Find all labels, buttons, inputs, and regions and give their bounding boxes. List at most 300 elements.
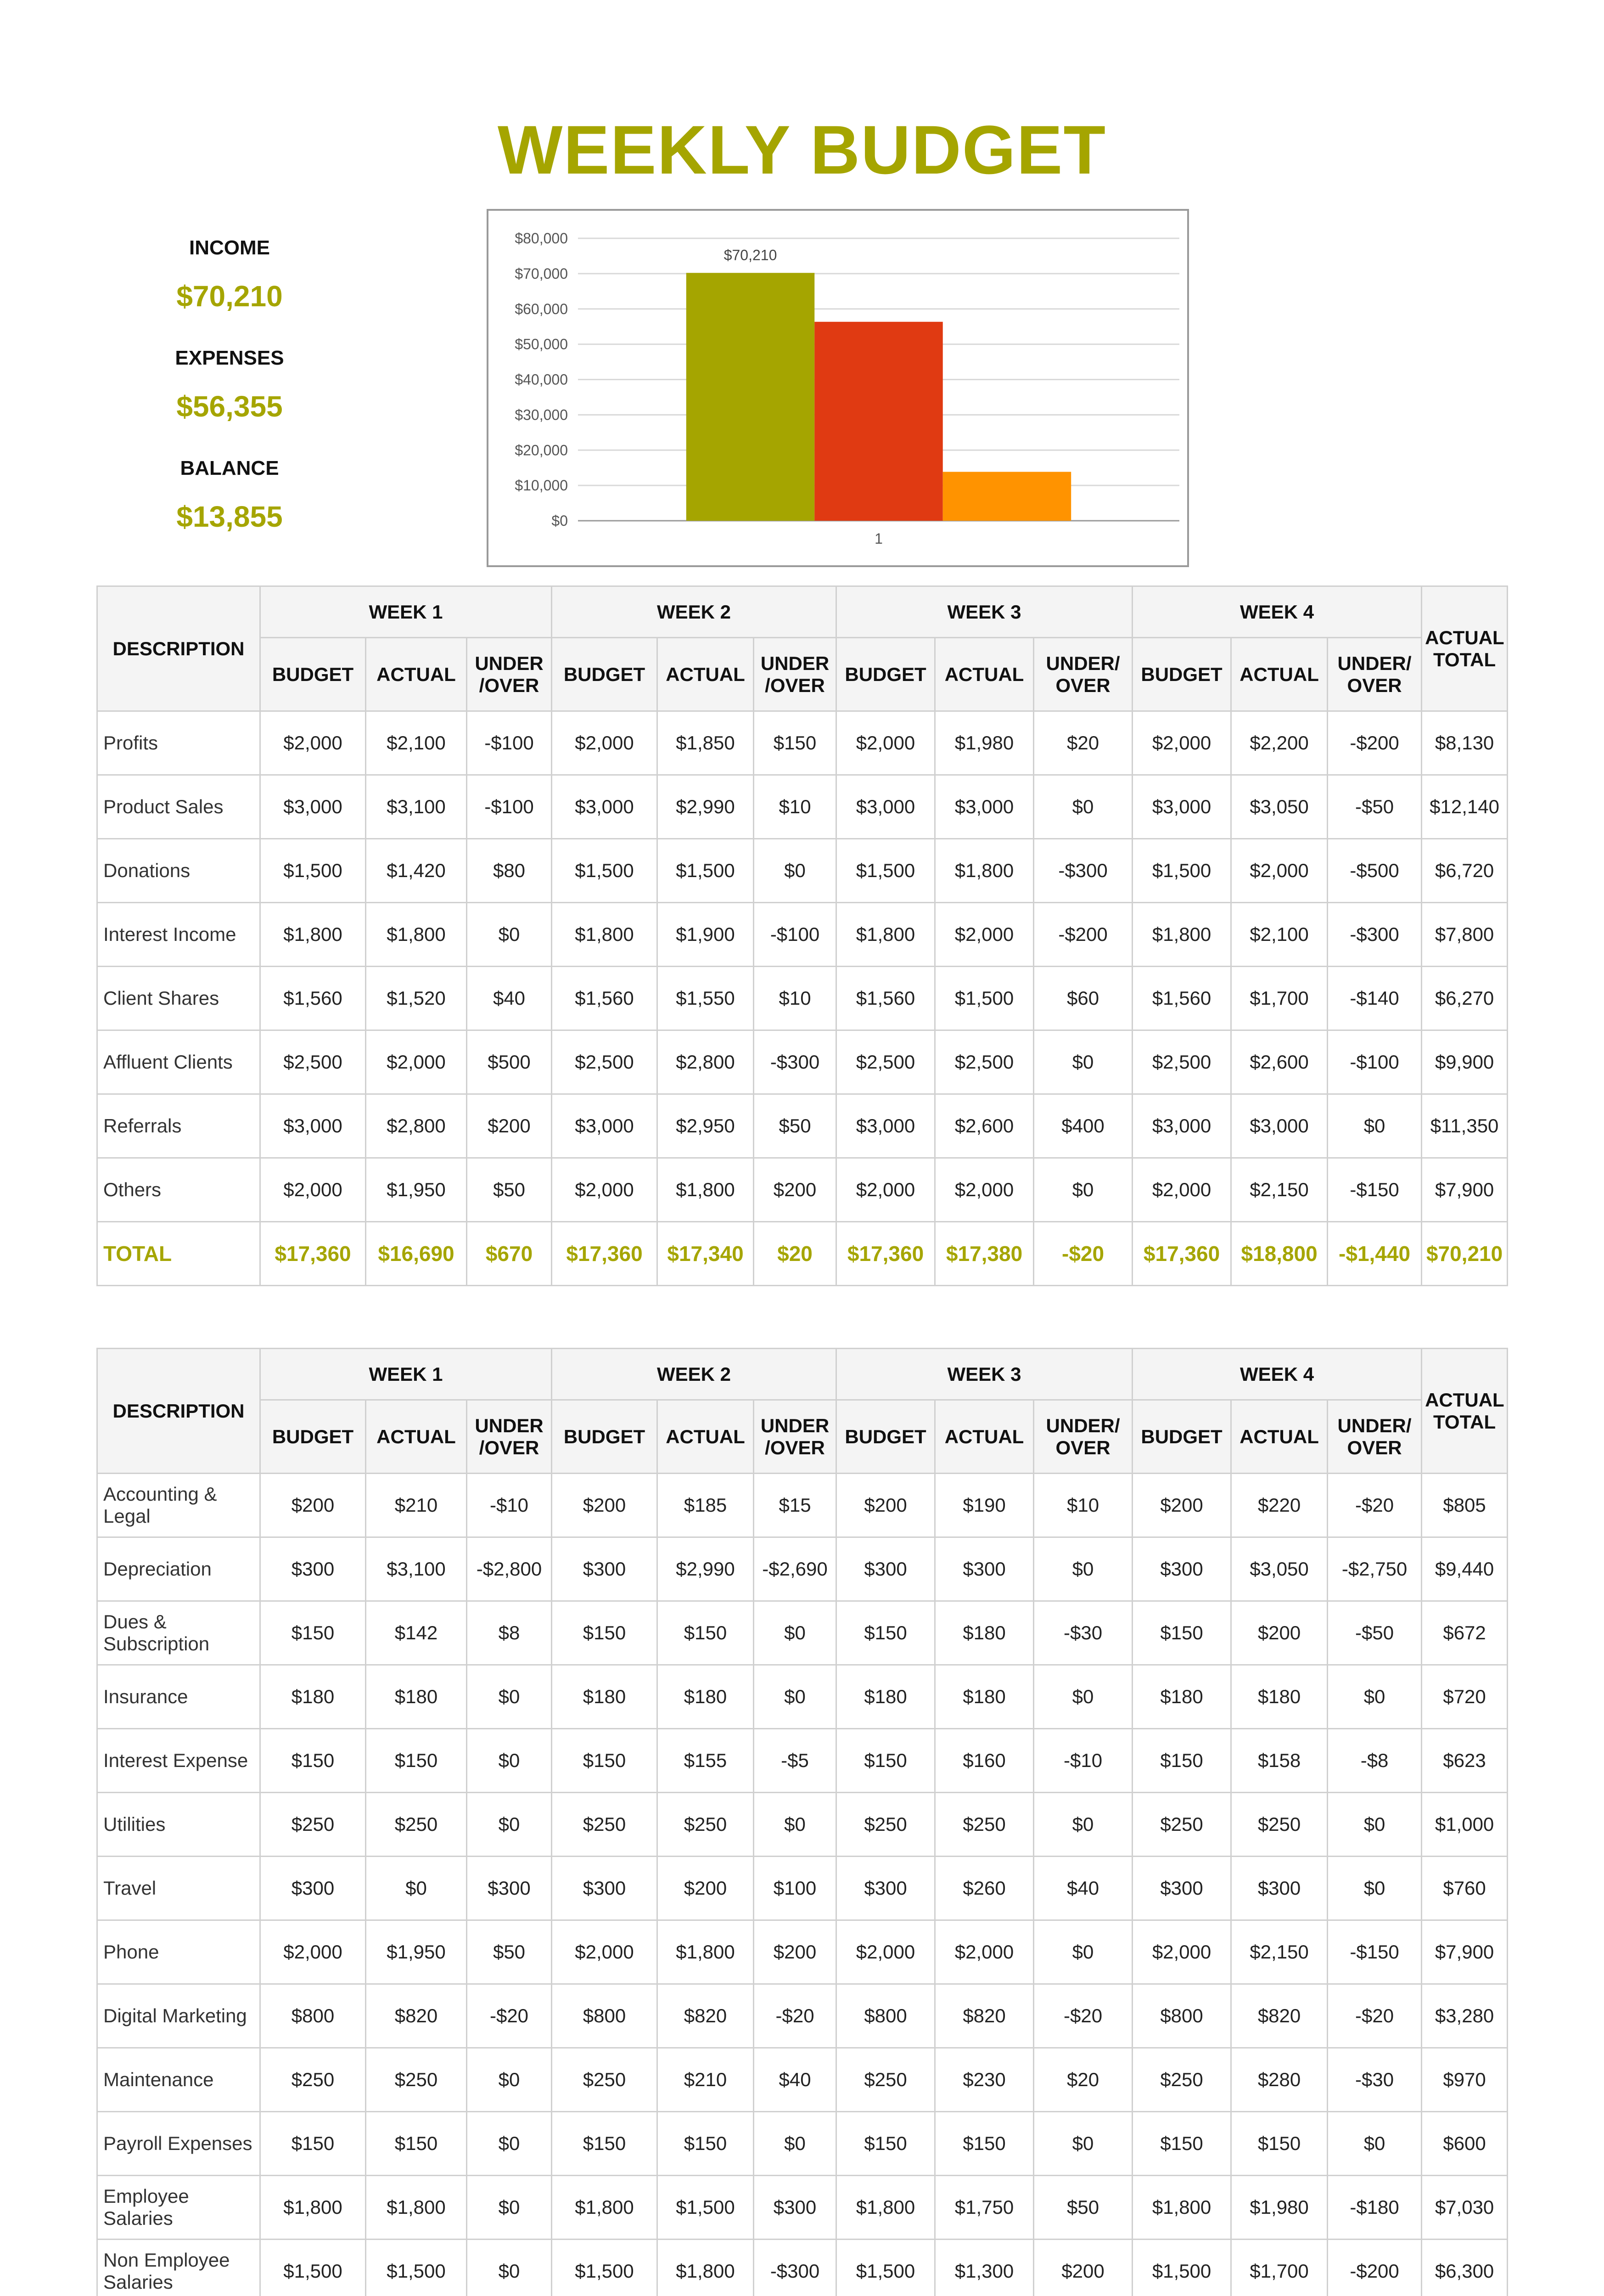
y-tick-label: $0	[551, 512, 568, 529]
budget-header: BUDGET	[1133, 1400, 1231, 1474]
amount-cell: $250	[260, 2048, 366, 2112]
week4-header: WEEK 4	[1133, 586, 1422, 638]
amount-cell: $250	[1231, 1793, 1328, 1857]
amount-cell: $820	[366, 1984, 467, 2048]
amount-cell: -$20	[754, 1984, 836, 2048]
y-tick-label: $80,000	[515, 230, 568, 247]
amount-cell: $40	[467, 967, 552, 1030]
table-row	[97, 1920, 1508, 1984]
amount-cell: $2,990	[657, 1537, 754, 1601]
amount-cell: $1,500	[552, 2240, 657, 2296]
amount-cell: $1,500	[260, 839, 366, 903]
amount-cell: $2,000	[260, 1158, 366, 1222]
actual-total-cell: $623	[1422, 1729, 1508, 1793]
table-row	[97, 2112, 1508, 2176]
amount-cell: -$100	[1328, 1030, 1422, 1094]
income-label: INCOME	[189, 236, 270, 259]
amount-cell: $300	[836, 1857, 935, 1920]
amount-cell: $150	[552, 1729, 657, 1793]
table-row	[97, 1474, 1508, 1537]
amount-cell: $10	[1034, 1474, 1133, 1537]
amount-cell: $1,500	[657, 2176, 754, 2240]
amount-cell: $200	[657, 1857, 754, 1920]
amount-cell: $17,340	[657, 1222, 754, 1286]
amount-cell: $820	[657, 1984, 754, 2048]
amount-cell: $3,100	[366, 1537, 467, 1601]
budget-header: BUDGET	[836, 1400, 935, 1474]
bar	[943, 472, 1071, 521]
amount-cell: $1,500	[836, 2240, 935, 2296]
amount-cell: $2,000	[836, 1920, 935, 1984]
income-table-body	[97, 711, 1508, 1286]
amount-cell: $3,000	[552, 1094, 657, 1158]
amount-cell: $0	[1328, 2112, 1422, 2176]
under-over-header: UNDER/ OVER	[1328, 1400, 1422, 1474]
amount-cell: $80	[467, 839, 552, 903]
amount-cell: $17,380	[935, 1222, 1034, 1286]
row-description: Payroll Expenses	[97, 2112, 260, 2176]
amount-cell: $0	[754, 2112, 836, 2176]
amount-cell: $2,200	[1231, 711, 1328, 775]
amount-cell: $1,800	[1133, 903, 1231, 967]
amount-cell: $2,950	[657, 1094, 754, 1158]
amount-cell: $0	[754, 1665, 836, 1729]
amount-cell: $1,560	[260, 967, 366, 1030]
amount-cell: $0	[754, 1793, 836, 1857]
row-description: Dues & Subscription	[97, 1601, 260, 1665]
amount-cell: $1,980	[1231, 2176, 1328, 2240]
actual-total-cell: $7,030	[1422, 2176, 1508, 2240]
amount-cell: $2,600	[1231, 1030, 1328, 1094]
amount-cell: -$50	[1328, 1601, 1422, 1665]
amount-cell: -$20	[1034, 1984, 1133, 2048]
amount-cell: -$30	[1034, 1601, 1133, 1665]
amount-cell: $180	[935, 1665, 1034, 1729]
amount-cell: $200	[1034, 2240, 1133, 2296]
actual-total-cell: $70,210	[1422, 1222, 1508, 1286]
amount-cell: $3,000	[836, 1094, 935, 1158]
amount-cell: $50	[467, 1920, 552, 1984]
row-description: Product Sales	[97, 775, 260, 839]
amount-cell: $670	[467, 1222, 552, 1286]
amount-cell: $2,800	[366, 1094, 467, 1158]
actual-total-cell: $3,280	[1422, 1984, 1508, 2048]
amount-cell: $1,560	[1133, 967, 1231, 1030]
amount-cell: $180	[1133, 1665, 1231, 1729]
amount-cell: -$100	[754, 903, 836, 967]
amount-cell: $3,000	[260, 775, 366, 839]
budget-header: BUDGET	[836, 638, 935, 711]
amount-cell: $150	[1133, 2112, 1231, 2176]
amount-cell: $20	[1034, 711, 1133, 775]
amount-cell: $3,000	[552, 775, 657, 839]
amount-cell: -$5	[754, 1729, 836, 1793]
amount-cell: $50	[1034, 2176, 1133, 2240]
actual-total-cell: $8,130	[1422, 711, 1508, 775]
balance-value: $13,855	[176, 500, 283, 533]
actual-header: ACTUAL	[1231, 638, 1328, 711]
budget-chart	[487, 209, 1189, 567]
amount-cell: -$150	[1328, 1920, 1422, 1984]
week1-header: WEEK 1	[260, 586, 552, 638]
amount-cell: $0	[1034, 1793, 1133, 1857]
amount-cell: $1,500	[935, 967, 1034, 1030]
amount-cell: $2,000	[260, 1920, 366, 1984]
amount-cell: $300	[754, 2176, 836, 2240]
amount-cell: $1,560	[552, 967, 657, 1030]
amount-cell: $500	[467, 1030, 552, 1094]
amount-cell: $60	[1034, 967, 1133, 1030]
table-row	[97, 1665, 1508, 1729]
bar	[814, 322, 942, 521]
total-label: TOTAL	[97, 1222, 260, 1286]
amount-cell: $2,800	[657, 1030, 754, 1094]
amount-cell: $300	[260, 1857, 366, 1920]
amount-cell: $1,500	[260, 2240, 366, 2296]
amount-cell: $3,000	[260, 1094, 366, 1158]
table-row	[97, 1158, 1508, 1222]
actual-total-cell: $9,440	[1422, 1537, 1508, 1601]
amount-cell: $250	[657, 1793, 754, 1857]
amount-cell: -$100	[467, 711, 552, 775]
actual-total-cell: $970	[1422, 2048, 1508, 2112]
amount-cell: $1,500	[1133, 2240, 1231, 2296]
amount-cell: $800	[1133, 1984, 1231, 2048]
amount-cell: -$2,750	[1328, 1537, 1422, 1601]
row-description: Non Employee Salaries	[97, 2240, 260, 2296]
amount-cell: $300	[935, 1537, 1034, 1601]
row-description: Interest Expense	[97, 1729, 260, 1793]
amount-cell: $1,500	[836, 839, 935, 903]
y-tick-label: $20,000	[515, 442, 568, 459]
actual-total-cell: $7,900	[1422, 1920, 1508, 1984]
amount-cell: $1,980	[935, 711, 1034, 775]
table-row	[97, 2240, 1508, 2296]
under-over-header: UNDER /OVER	[467, 1400, 552, 1474]
budget-header: BUDGET	[260, 1400, 366, 1474]
amount-cell: $200	[552, 1474, 657, 1537]
amount-cell: $0	[1328, 1857, 1422, 1920]
amount-cell: $1,500	[657, 839, 754, 903]
amount-cell: $180	[260, 1665, 366, 1729]
page-title: WEEKLY BUDGET	[497, 111, 1107, 188]
amount-cell: $1,800	[836, 903, 935, 967]
amount-cell: -$180	[1328, 2176, 1422, 2240]
amount-cell: $260	[935, 1857, 1034, 1920]
amount-cell: $1,950	[366, 1920, 467, 1984]
actual-header: ACTUAL	[935, 1400, 1034, 1474]
amount-cell: $150	[836, 1729, 935, 1793]
amount-cell: -$2,800	[467, 1537, 552, 1601]
amount-cell: -$10	[467, 1474, 552, 1537]
amount-cell: $1,800	[657, 1158, 754, 1222]
amount-cell: $1,800	[552, 2176, 657, 2240]
amount-cell: $1,900	[657, 903, 754, 967]
actual-total-header: ACTUAL TOTAL	[1422, 1349, 1508, 1474]
amount-cell: $3,000	[836, 775, 935, 839]
amount-cell: -$200	[1328, 2240, 1422, 2296]
table-row	[97, 1601, 1508, 1665]
table-row	[97, 967, 1508, 1030]
expense-table-body	[97, 1474, 1508, 2296]
amount-cell: $250	[935, 1793, 1034, 1857]
amount-cell: $2,100	[366, 711, 467, 775]
row-description: Referrals	[97, 1094, 260, 1158]
data-label: $70,210	[723, 247, 777, 264]
amount-cell: $0	[1328, 1793, 1422, 1857]
amount-cell: $800	[552, 1984, 657, 2048]
amount-cell: $2,000	[552, 1920, 657, 1984]
row-description: Employee Salaries	[97, 2176, 260, 2240]
amount-cell: $100	[754, 1857, 836, 1920]
amount-cell: $50	[467, 1158, 552, 1222]
week1-header: WEEK 1	[260, 1349, 552, 1400]
amount-cell: $200	[1231, 1601, 1328, 1665]
row-description: Profits	[97, 711, 260, 775]
amount-cell: $150	[657, 1601, 754, 1665]
amount-cell: $1,550	[657, 967, 754, 1030]
table-row	[97, 2176, 1508, 2240]
amount-cell: $0	[467, 2048, 552, 2112]
amount-cell: -$2,690	[754, 1537, 836, 1601]
amount-cell: $1,500	[1133, 839, 1231, 903]
amount-cell: $158	[1231, 1729, 1328, 1793]
expense-table	[96, 1348, 1508, 2296]
amount-cell: -$140	[1328, 967, 1422, 1030]
amount-cell: $150	[754, 711, 836, 775]
row-description: Maintenance	[97, 2048, 260, 2112]
amount-cell: -$200	[1328, 711, 1422, 775]
amount-cell: $150	[260, 1729, 366, 1793]
table-row	[97, 903, 1508, 967]
table-row	[97, 1857, 1508, 1920]
amount-cell: $40	[1034, 1857, 1133, 1920]
amount-cell: $20	[1034, 2048, 1133, 2112]
budget-header: BUDGET	[1133, 638, 1231, 711]
amount-cell: $160	[935, 1729, 1034, 1793]
under-over-header: UNDER /OVER	[467, 638, 552, 711]
amount-cell: $0	[467, 2176, 552, 2240]
actual-header: ACTUAL	[366, 1400, 467, 1474]
amount-cell: $0	[1034, 1665, 1133, 1729]
amount-cell: $300	[552, 1857, 657, 1920]
actual-total-cell: $760	[1422, 1857, 1508, 1920]
y-tick-label: $60,000	[515, 300, 568, 317]
bar	[686, 273, 814, 521]
amount-cell: $300	[552, 1537, 657, 1601]
amount-cell: $17,360	[1133, 1222, 1231, 1286]
amount-cell: $2,150	[1231, 1920, 1328, 1984]
amount-cell: $400	[1034, 1094, 1133, 1158]
amount-cell: $150	[836, 1601, 935, 1665]
description-header: DESCRIPTION	[97, 586, 260, 711]
row-description: Utilities	[97, 1793, 260, 1857]
balance-label: BALANCE	[180, 457, 279, 479]
budget-header: BUDGET	[552, 638, 657, 711]
amount-cell: $1,800	[366, 903, 467, 967]
week4-header: WEEK 4	[1133, 1349, 1422, 1400]
amount-cell: $3,050	[1231, 1537, 1328, 1601]
amount-cell: $250	[836, 2048, 935, 2112]
amount-cell: -$100	[467, 775, 552, 839]
amount-cell: $1,420	[366, 839, 467, 903]
amount-cell: $2,000	[836, 1158, 935, 1222]
amount-cell: $2,500	[935, 1030, 1034, 1094]
amount-cell: $250	[366, 2048, 467, 2112]
amount-cell: $250	[552, 1793, 657, 1857]
row-description: Others	[97, 1158, 260, 1222]
amount-cell: $250	[1133, 1793, 1231, 1857]
amount-cell: $1,500	[366, 2240, 467, 2296]
amount-cell: $10	[754, 775, 836, 839]
amount-cell: $2,000	[552, 1158, 657, 1222]
y-tick-label: $10,000	[515, 477, 568, 494]
amount-cell: $190	[935, 1474, 1034, 1537]
amount-cell: $0	[754, 839, 836, 903]
row-description: Interest Income	[97, 903, 260, 967]
y-tick-label: $30,000	[515, 406, 568, 423]
amount-cell: $150	[552, 2112, 657, 2176]
actual-total-cell: $6,720	[1422, 839, 1508, 903]
amount-cell: $142	[366, 1601, 467, 1665]
amount-cell: $15	[754, 1474, 836, 1537]
description-header: DESCRIPTION	[97, 1349, 260, 1474]
amount-cell: $3,000	[1133, 1094, 1231, 1158]
amount-cell: $200	[260, 1474, 366, 1537]
amount-cell: -$20	[467, 1984, 552, 2048]
amount-cell: $250	[366, 1793, 467, 1857]
amount-cell: $180	[935, 1601, 1034, 1665]
actual-total-cell: $672	[1422, 1601, 1508, 1665]
actual-total-cell: $805	[1422, 1474, 1508, 1537]
amount-cell: $0	[467, 1729, 552, 1793]
amount-cell: $210	[366, 1474, 467, 1537]
amount-cell: -$8	[1328, 1729, 1422, 1793]
amount-cell: $180	[657, 1665, 754, 1729]
table-row	[97, 1030, 1508, 1094]
week3-header: WEEK 3	[836, 586, 1133, 638]
amount-cell: $2,500	[552, 1030, 657, 1094]
actual-total-cell: $720	[1422, 1665, 1508, 1729]
expenses-label: EXPENSES	[175, 347, 284, 369]
amount-cell: $17,360	[260, 1222, 366, 1286]
amount-cell: $155	[657, 1729, 754, 1793]
under-over-header: UNDER/ OVER	[1328, 638, 1422, 711]
amount-cell: $1,520	[366, 967, 467, 1030]
amount-cell: $1,800	[552, 903, 657, 967]
amount-cell: $16,690	[366, 1222, 467, 1286]
amount-cell: $20	[754, 1222, 836, 1286]
amount-cell: $2,990	[657, 775, 754, 839]
under-over-header: UNDER /OVER	[754, 638, 836, 711]
amount-cell: $200	[836, 1474, 935, 1537]
actual-total-cell: $6,300	[1422, 2240, 1508, 2296]
amount-cell: $230	[935, 2048, 1034, 2112]
actual-total-cell: $11,350	[1422, 1094, 1508, 1158]
actual-header: ACTUAL	[1231, 1400, 1328, 1474]
amount-cell: -$10	[1034, 1729, 1133, 1793]
amount-cell: $300	[1231, 1857, 1328, 1920]
amount-cell: $1,800	[657, 1920, 754, 1984]
amount-cell: $200	[754, 1158, 836, 1222]
row-description: Insurance	[97, 1665, 260, 1729]
amount-cell: $200	[1133, 1474, 1231, 1537]
table-row	[97, 1094, 1508, 1158]
amount-cell: $2,500	[836, 1030, 935, 1094]
amount-cell: $150	[1231, 2112, 1328, 2176]
amount-cell: -$500	[1328, 839, 1422, 903]
amount-cell: $300	[467, 1857, 552, 1920]
amount-cell: $300	[1133, 1857, 1231, 1920]
amount-cell: -$50	[1328, 775, 1422, 839]
amount-cell: $2,000	[366, 1030, 467, 1094]
amount-cell: $0	[1034, 1920, 1133, 1984]
amount-cell: $0	[1034, 1158, 1133, 1222]
amount-cell: $3,000	[1231, 1094, 1328, 1158]
amount-cell: -$20	[1328, 1984, 1422, 2048]
week2-header: WEEK 2	[552, 1349, 836, 1400]
amount-cell: $1,800	[935, 839, 1034, 903]
amount-cell: $0	[467, 2240, 552, 2296]
amount-cell: $2,000	[1133, 1920, 1231, 1984]
actual-total-cell: $7,800	[1422, 903, 1508, 967]
table-row	[97, 711, 1508, 775]
row-description: Accounting & Legal	[97, 1474, 260, 1537]
amount-cell: $300	[1133, 1537, 1231, 1601]
under-over-header: UNDER/ OVER	[1034, 638, 1133, 711]
actual-header: ACTUAL	[657, 1400, 754, 1474]
actual-total-cell: $1,000	[1422, 1793, 1508, 1857]
amount-cell: $180	[366, 1665, 467, 1729]
amount-cell: $0	[1034, 1030, 1133, 1094]
amount-cell: -$30	[1328, 2048, 1422, 2112]
amount-cell: $2,000	[1133, 1158, 1231, 1222]
amount-cell: $150	[260, 1601, 366, 1665]
week2-header: WEEK 2	[552, 586, 836, 638]
amount-cell: $250	[836, 1793, 935, 1857]
amount-cell: $0	[467, 1793, 552, 1857]
actual-total-cell: $7,900	[1422, 1158, 1508, 1222]
amount-cell: $1,700	[1231, 967, 1328, 1030]
amount-cell: $150	[657, 2112, 754, 2176]
amount-cell: $0	[1328, 1665, 1422, 1729]
amount-cell: $2,000	[552, 711, 657, 775]
amount-cell: $1,950	[366, 1158, 467, 1222]
row-description: Depreciation	[97, 1537, 260, 1601]
amount-cell: $210	[657, 2048, 754, 2112]
amount-cell: $150	[260, 2112, 366, 2176]
amount-cell: $250	[552, 2048, 657, 2112]
income-table	[96, 585, 1508, 1286]
row-description: Donations	[97, 839, 260, 903]
amount-cell: $2,150	[1231, 1158, 1328, 1222]
table-row	[97, 839, 1508, 903]
amount-cell: $2,000	[935, 903, 1034, 967]
amount-cell: $0	[467, 1665, 552, 1729]
amount-cell: $3,000	[935, 775, 1034, 839]
amount-cell: -$20	[1034, 1222, 1133, 1286]
amount-cell: $150	[935, 2112, 1034, 2176]
row-description: Digital Marketing	[97, 1984, 260, 2048]
amount-cell: $1,700	[1231, 2240, 1328, 2296]
amount-cell: -$300	[1328, 903, 1422, 967]
amount-cell: $1,500	[552, 839, 657, 903]
amount-cell: $800	[260, 1984, 366, 2048]
actual-total-cell: $12,140	[1422, 775, 1508, 839]
amount-cell: $2,000	[260, 711, 366, 775]
row-description: Affluent Clients	[97, 1030, 260, 1094]
y-tick-label: $40,000	[515, 371, 568, 388]
